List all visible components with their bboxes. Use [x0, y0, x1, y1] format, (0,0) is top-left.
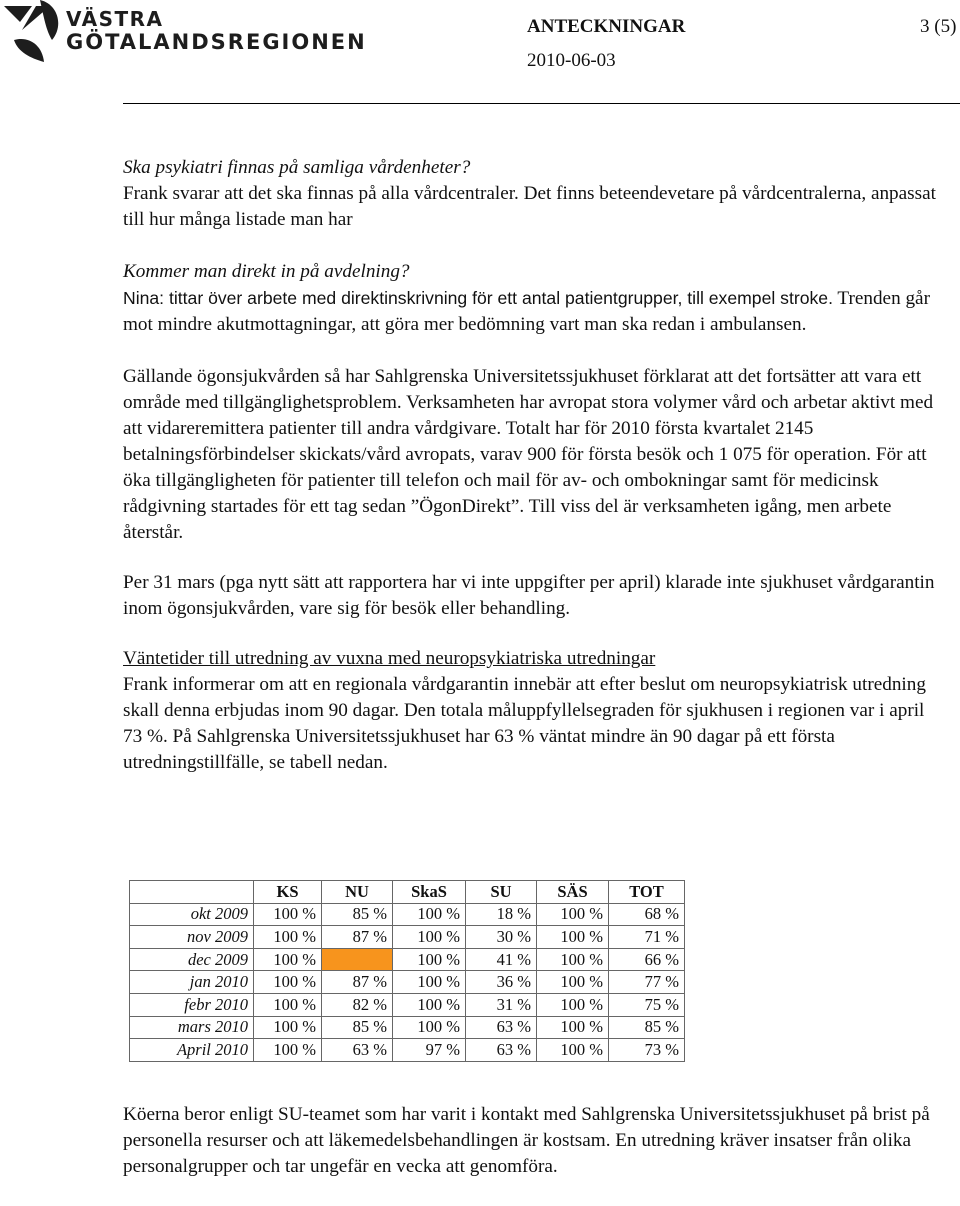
- table-cell: 75 %: [609, 993, 685, 1016]
- table-cell: 100 %: [393, 1016, 466, 1039]
- table-cell: 30 %: [466, 926, 537, 949]
- table-cell: 36 %: [466, 971, 537, 994]
- table-header-cell: [130, 881, 254, 904]
- table-cell: 71 %: [609, 926, 685, 949]
- waiting-times-table: [129, 880, 685, 1062]
- table-cell: 100 %: [537, 993, 609, 1016]
- table-cell: 73 %: [609, 1039, 685, 1062]
- vastra-gotalandsregionen-logo: [0, 0, 367, 70]
- table-cell: 97 %: [393, 1039, 466, 1062]
- table-row: [130, 1016, 685, 1039]
- table-cell: 100 %: [537, 948, 609, 971]
- table-cell: 100 %: [254, 948, 322, 971]
- table-cell: 100 %: [254, 1039, 322, 1062]
- table-cell: 77 %: [609, 971, 685, 994]
- logo-line-1: VÄSTRA: [66, 7, 164, 31]
- table-header-row: [130, 881, 685, 904]
- table-cell: 87 %: [322, 926, 393, 949]
- table-cell: 100 %: [537, 1016, 609, 1039]
- table-cell: 66 %: [609, 948, 685, 971]
- table-row-label: febr 2010: [130, 993, 254, 1016]
- table-cell: 85 %: [322, 903, 393, 926]
- table-header-cell: TOT: [609, 881, 685, 904]
- table-header-cell: NU: [322, 881, 393, 904]
- question-psykiatri: Ska psykiatri finnas på samliga vårdenheter?: [123, 157, 471, 178]
- answer-avdelning-trend: Trenden går mot mindre akutmottagningar, att göra mer bedömning vart man ska redan i ambulansen.: [123, 288, 930, 335]
- table-cell: 31 %: [466, 993, 537, 1016]
- table-row: [130, 948, 685, 971]
- answer-avdelning: [123, 285, 943, 338]
- table-row-label: nov 2009: [130, 926, 254, 949]
- table-cell: 100 %: [254, 993, 322, 1016]
- table-cell: 100 %: [254, 926, 322, 949]
- paragraph-koerna: Köerna beror enligt SU-teamet som har varit i kontakt med Sahlgrenska Universitetssjukhuset på brist på personella resurser och att läkemedelsbehandlingen är kostsam. En utredning kräver insatser från olika personalgrupper och tar ungefär en vecka att genomföra.: [123, 1104, 930, 1177]
- table-row-label: April 2010: [130, 1039, 254, 1062]
- answer-avdelning-nina: Nina: tittar över arbete med direktinskrivning för ett antal patientgrupper, till exempel stroke.: [123, 288, 833, 308]
- table-row: [130, 903, 685, 926]
- table-header-cell: SU: [466, 881, 537, 904]
- paragraph-vardgaranti: Per 31 mars (pga nytt sätt att rapportera har vi inte uppgifter per april) klarade inte sjukhuset vårdgarantin inom ögonsjukvården, vare sig för besök eller behandling.: [123, 572, 935, 619]
- table-cell: 100 %: [537, 971, 609, 994]
- document-title: ANTECKNINGAR: [527, 16, 686, 37]
- table-cell: 100 %: [393, 903, 466, 926]
- table-cell: 100 %: [537, 926, 609, 949]
- table-cell: 100 %: [393, 971, 466, 994]
- table-cell: 87 %: [322, 971, 393, 994]
- table-cell: 63 %: [466, 1016, 537, 1039]
- section-heading-vantetider: Väntetider till utredning av vuxna med neuropsykiatriska utredningar: [123, 648, 656, 669]
- table-cell: 68 %: [609, 903, 685, 926]
- header-divider: [123, 103, 960, 104]
- document-date: 2010-06-03: [527, 50, 616, 71]
- table-row: [130, 993, 685, 1016]
- table-cell: 82 %: [322, 993, 393, 1016]
- table-row-label: jan 2010: [130, 971, 254, 994]
- table-row: [130, 926, 685, 949]
- table-cell: 18 %: [466, 903, 537, 926]
- table-cell: 100 %: [254, 903, 322, 926]
- table-cell: 100 %: [254, 1016, 322, 1039]
- paragraph-ogonsjukvard: Gällande ögonsjukvården så har Sahlgrenska Universitetssjukhuset förklarat att det fortsätter att vara ett område med tillgänglighetsproblem. Verksamheten har avropat stora volymer vård och arbetar aktivt med att vidareremittera patienter till andra vårdgivare. Totalt har för 2010 första kvartalet 2145 betalningsförbindelser skickats/vård avropats, varav 900 för första besök och 1 075 för operation. För att öka tillgängligheten för patienter till telefon och mail för av- och ombokningar samt för medicinsk rådgivning startades för ett tag sedan ”ÖgonDirekt”. Till viss del är verksamheten igång, men arbete återstår.: [123, 366, 934, 543]
- paragraph-neuropsykiatri: Frank informerar om att en regionala vårdgarantin innebär att efter beslut om neuropsykiatrisk utredning skall denna erbjudas inom 90 dagar. Den totala måluppfyllelsegraden för sjukhusen i regionen var i april 73 %. På Sahlgrenska Universitetssjukhuset har 63 % väntat mindre än 90 dagar på ett första utredningstillfälle, se tabell nedan.: [123, 674, 926, 773]
- logo-line-2: GÖTALANDSREGIONEN: [66, 30, 367, 54]
- table-cell: 100 %: [254, 971, 322, 994]
- table-cell: 85 %: [322, 1016, 393, 1039]
- table-header-cell: SkaS: [393, 881, 466, 904]
- table-cell: 100 %: [393, 926, 466, 949]
- table-cell: 100 %: [537, 903, 609, 926]
- region-emblem-icon: [0, 0, 62, 64]
- table-row-label: mars 2010: [130, 1016, 254, 1039]
- table-cell: 100 %: [537, 1039, 609, 1062]
- table-cell: 85 %: [609, 1016, 685, 1039]
- table-cell-highlighted: [322, 948, 393, 971]
- page-number: 3 (5): [920, 16, 957, 37]
- table-cell: 41 %: [466, 948, 537, 971]
- table-cell: 100 %: [393, 993, 466, 1016]
- table-row: [130, 1039, 685, 1062]
- table-cell: 63 %: [322, 1039, 393, 1062]
- document-body: [123, 155, 943, 776]
- answer-psykiatri: Frank svarar att det ska finnas på alla vårdcentraler. Det finns beteendevetare på vårdcentralerna, anpassat till hur många listade man har: [123, 183, 936, 230]
- table-row: [130, 971, 685, 994]
- table-header-cell: SÄS: [537, 881, 609, 904]
- table-cell: 63 %: [466, 1039, 537, 1062]
- table-row-label: okt 2009: [130, 903, 254, 926]
- question-avdelning: Kommer man direkt in på avdelning?: [123, 261, 410, 282]
- table-row-label: dec 2009: [130, 948, 254, 971]
- table-cell: 100 %: [393, 948, 466, 971]
- table-header-cell: KS: [254, 881, 322, 904]
